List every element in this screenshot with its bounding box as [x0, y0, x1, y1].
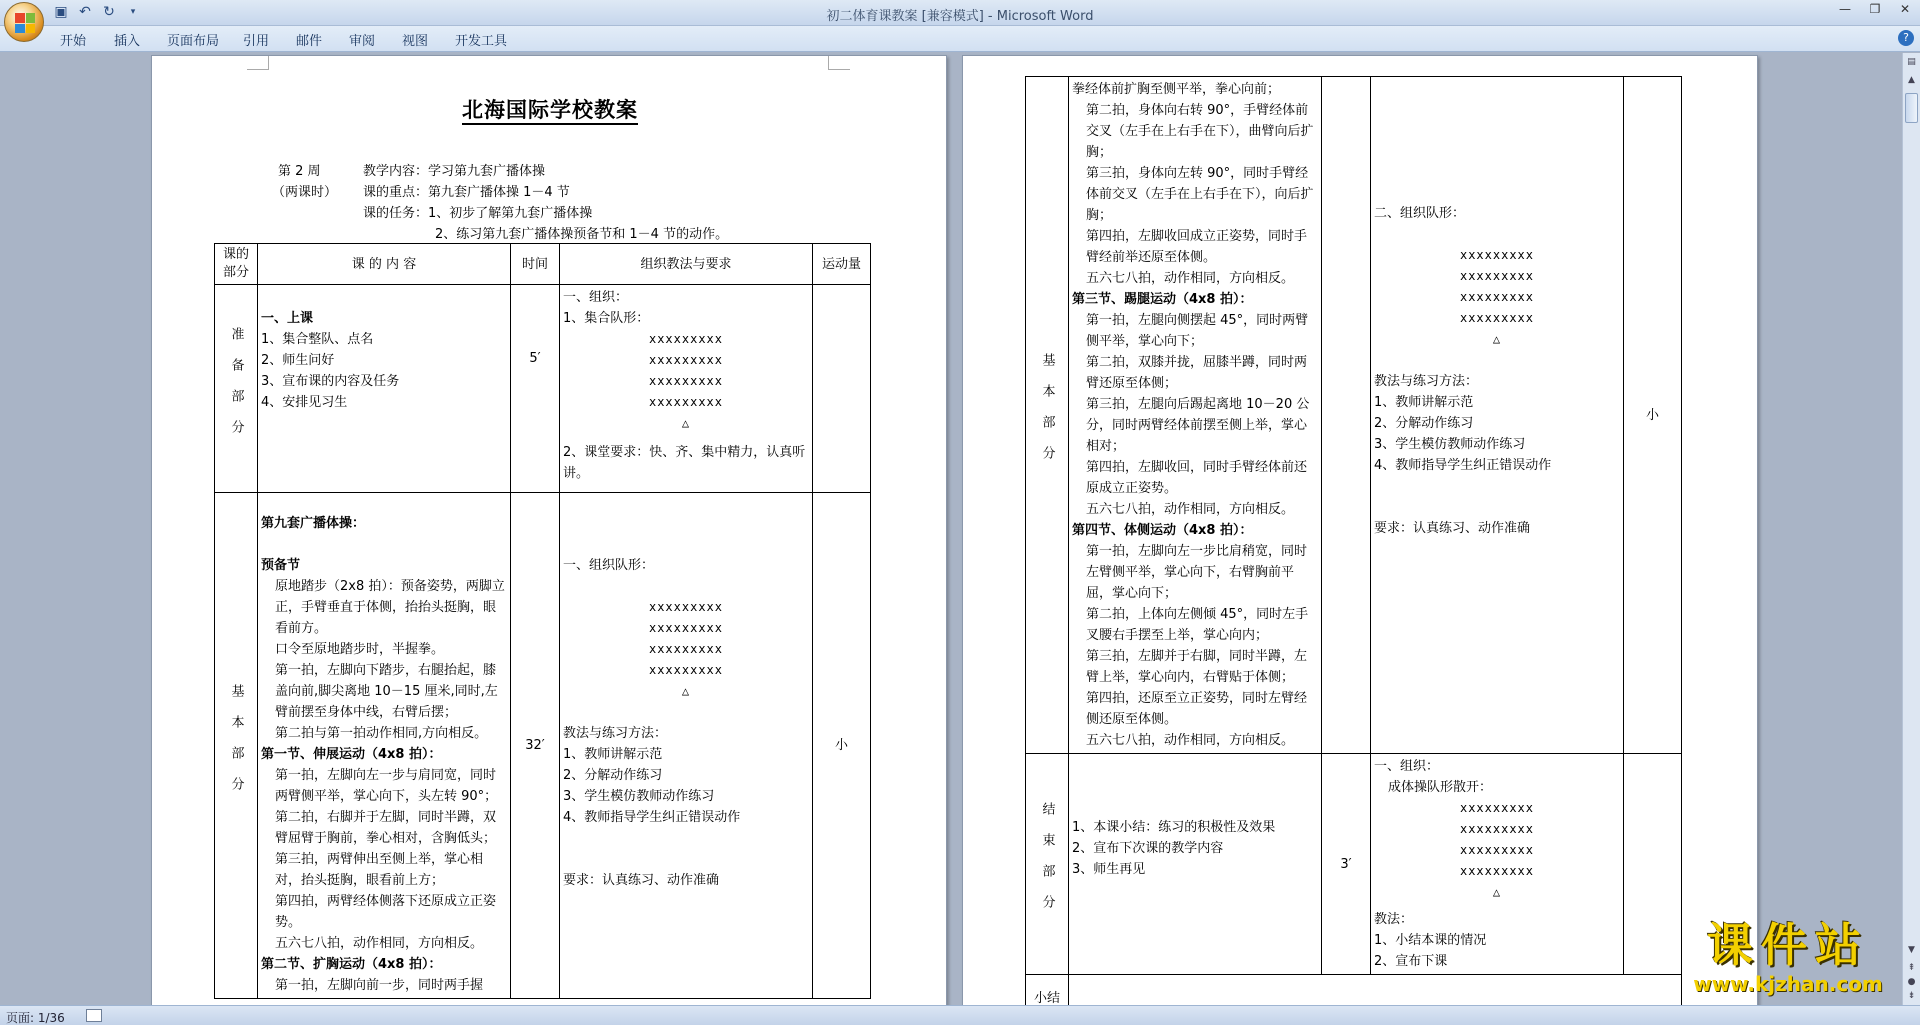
vertical-scrollbar[interactable] [1902, 53, 1920, 1005]
prep-load [813, 285, 871, 493]
lesson-task-2: 2、练习第九套广播体操预备节和 1－4 节的动作。 [435, 227, 729, 242]
title-bar [0, 0, 1920, 26]
prep-part-label: 准备部分 [215, 285, 258, 493]
basic-time: 32′ [511, 493, 560, 999]
document-workspace[interactable] [0, 53, 1902, 1005]
header-part: 课的部分 [215, 244, 258, 285]
tab-page-layout[interactable]: 页面布局 [167, 34, 220, 49]
redo-icon[interactable]: ↻ [103, 4, 115, 20]
tab-mailings[interactable]: 邮件 [296, 34, 323, 49]
lesson-table-continued [1025, 76, 1682, 1005]
periods-label: （两课时） [272, 185, 338, 200]
window-title: 初二体育课教案 [兼容模式] - Microsoft Word [826, 9, 1094, 24]
tab-review[interactable]: 审阅 [349, 34, 376, 49]
basic-content: 第九套广播体操： 预备节 原地踏步（2x8 拍）：预备姿势，两脚立正，手臂垂直于体侧，抬抬头挺胸，眼看前方。 口令至原地踏步时，半握拳。 第一拍，左脚向下踏步，右腿抬起，膝盖向前,脚尖离地 10－15 厘米,同时,左臂前摆至身体中线，右臂后摆； 第二拍与第一拍动作相同,方向相反。 第一节、伸展运动（4x8 拍）： 第一拍，左脚向左一步与肩同宽，同时两臂侧平举，掌心向下，头左转 90°； 第二拍，右脚并于左脚，同时半蹲，双臂屈臂于胸前，拳心相对，含胸低头； 第三拍，两臂伸出至侧上举，掌心相对，抬头挺胸，眼看前上方； 第四拍，两臂经体侧落下还原成立正姿势。 五六七八拍，动作相同，方向相反。 第二节、扩胸运动（4x8 拍）： 第一拍，左脚向前一步，同时两手握 [258, 493, 511, 999]
basic-time-continued [1322, 77, 1371, 754]
spelling-check-icon[interactable] [86, 1009, 102, 1022]
basic-part-label: 基本部分 [215, 493, 258, 999]
summary-label: 小结 [1026, 975, 1069, 1006]
undo-icon[interactable]: ↶ [79, 4, 91, 20]
save-icon[interactable]: ▣ [54, 4, 68, 20]
table-row-prep [215, 285, 871, 493]
scroll-down-icon[interactable]: ▼ [1908, 945, 1915, 955]
tab-view[interactable]: 视图 [402, 34, 429, 49]
ruler-toggle-icon[interactable]: ▤ [1907, 57, 1916, 67]
table-row-basic [215, 493, 871, 999]
prep-content: 一、上课 1、集合整队、点名 2、师生问好 3、宣布课的内容及任务 4、安排见习生 [258, 285, 511, 493]
page-indicator[interactable]: 页面: 1/36 [6, 1011, 65, 1025]
table-row-end [1026, 754, 1682, 975]
week-label: 第 2 周 [278, 164, 321, 179]
restore-icon[interactable]: ❐ [1869, 2, 1881, 16]
header-content: 课 的 内 容 [258, 244, 511, 285]
browse-object-icon[interactable]: ● [1907, 977, 1916, 987]
office-logo-icon [15, 13, 35, 33]
crop-mark [247, 56, 269, 70]
lesson-focus: 课的重点：第九套广播体操 1－4 节 [363, 185, 570, 200]
end-time: 3′ [1322, 754, 1371, 975]
basic-part-label-continued: 基本部分 [1026, 77, 1069, 754]
status-bar [0, 1005, 1920, 1025]
summary-content[interactable] [1069, 975, 1682, 1006]
help-icon[interactable]: ? [1898, 30, 1914, 46]
table-header-row [215, 244, 871, 285]
close-icon[interactable]: ✕ [1899, 2, 1911, 16]
watermark-url-text: www.kjzhan.com [1693, 972, 1883, 996]
header-load: 运动量 [813, 244, 871, 285]
table-row-summary [1026, 975, 1682, 1006]
window-controls [1830, 0, 1920, 18]
site-watermark-logo [1668, 918, 1908, 1002]
tab-references[interactable]: 引用 [243, 34, 270, 49]
prep-time: 5′ [511, 285, 560, 493]
minimize-icon[interactable]: — [1839, 2, 1851, 16]
ribbon-tabs [0, 26, 1920, 52]
end-content: 1、本课小结：练习的积极性及效果 2、宣布下次课的教学内容 3、师生再见 [1069, 754, 1322, 975]
header-time: 时间 [511, 244, 560, 285]
lesson-task-1: 课的任务：1、初步了解第九套广播体操 [363, 206, 593, 221]
basic-load-continued: 小 [1624, 77, 1682, 754]
document-page-1[interactable] [151, 55, 947, 1005]
tab-insert[interactable]: 插入 [114, 34, 141, 49]
document-title: 北海国际学校教案 [152, 94, 947, 124]
end-part-label: 结束部分 [1026, 754, 1069, 975]
office-button[interactable] [4, 2, 44, 42]
crop-mark [828, 56, 850, 70]
teaching-content: 教学内容：学习第九套广播体操 [363, 164, 546, 179]
tab-developer[interactable]: 开发工具 [455, 34, 508, 49]
scroll-up-icon[interactable]: ▲ [1908, 75, 1915, 85]
basic-method: 一、组织队形： xxxxxxxxx xxxxxxxxx xxxxxxxxx xxxxxxxxx △ 教法与练习方法： 1、教师讲解示范 2、分解动作练习 3、学生模仿教师动作练习 4、教师指导学生纠正错误动作 要求：认真练习、动作准确 [560, 493, 813, 999]
prep-method: 一、组织： 1、集合队形： xxxxxxxxx xxxxxxxxx xxxxxxxxx xxxxxxxxx △ 2、课堂要求：快、齐、集中精力，认真听讲。 [560, 285, 813, 493]
lesson-table [214, 243, 871, 999]
basic-method-continued: 二、组织队形： xxxxxxxxx xxxxxxxxx xxxxxxxxx xxxxxxxxx △ 教法与练习方法： 1、教师讲解示范 2、分解动作练习 3、学生模仿教师动作练习 4、教师指导学生纠正错误动作 要求：认真练习、动作准确 [1371, 77, 1624, 754]
tab-home[interactable]: 开始 [60, 34, 87, 49]
watermark-main-text: 课件站 [1707, 918, 1869, 972]
customize-chevron-icon[interactable]: ▾ [130, 7, 136, 17]
basic-load: 小 [813, 493, 871, 999]
table-row-basic-continued [1026, 77, 1682, 754]
header-method: 组织教法与要求 [560, 244, 813, 285]
previous-page-icon[interactable]: ⇞ [1907, 963, 1916, 973]
document-page-2[interactable] [962, 55, 1758, 1005]
next-page-icon[interactable]: ⇟ [1907, 991, 1916, 1001]
basic-content-continued: 拳经体前扩胸至侧平举，拳心向前； 第二拍，身体向右转 90°，手臂经体前交叉（左手在上右手在下），曲臂向后扩胸； 第三拍，身体向左转 90°，同时手臂经体前交叉（左手在上右手在下），向后扩胸； 第四拍，左脚收回成立正姿势，同时手臂经前举还原至体侧。 五六七八拍，动作相同，方向相反。 第三节、踢腿运动（4x8 拍）： 第一拍，左腿向侧摆起 45°，同时两臂侧平举，掌心向下； 第二拍，双膝并拢，屈膝半蹲，同时两臂还原至体侧； 第三拍，左腿向后踢起离地 10－20 公分，同时两臂经体前摆至侧上举，掌心相对； 第四拍，左脚收回，同时手臂经体前还原成立正姿势。 五六七八拍，动作相同，方向相反。 第四节、体侧运动（4x8 拍）： 第一拍，左脚向左一步比肩稍宽，同时左臂侧平举，掌心向下，右臂胸前平屈，掌心向下； 第二拍，上体向左侧倾 45°，同时左手叉腰右手摆至上举，掌心向内； 第三拍，左脚并于右脚，同时半蹲，左臂上举，掌心向内，右臂贴于体侧； 第四拍，还原至立正姿势，同时左臂经侧还原至体侧。 五六七八拍，动作相同，方向相反。 [1069, 77, 1322, 754]
end-method: 一、组织： 成体操队形散开： xxxxxxxxx xxxxxxxxx xxxxxxxxx xxxxxxxxx △ 教法： 1、小结本课的情况 2、宣布下课 [1371, 754, 1624, 975]
scroll-thumb[interactable] [1905, 93, 1918, 123]
